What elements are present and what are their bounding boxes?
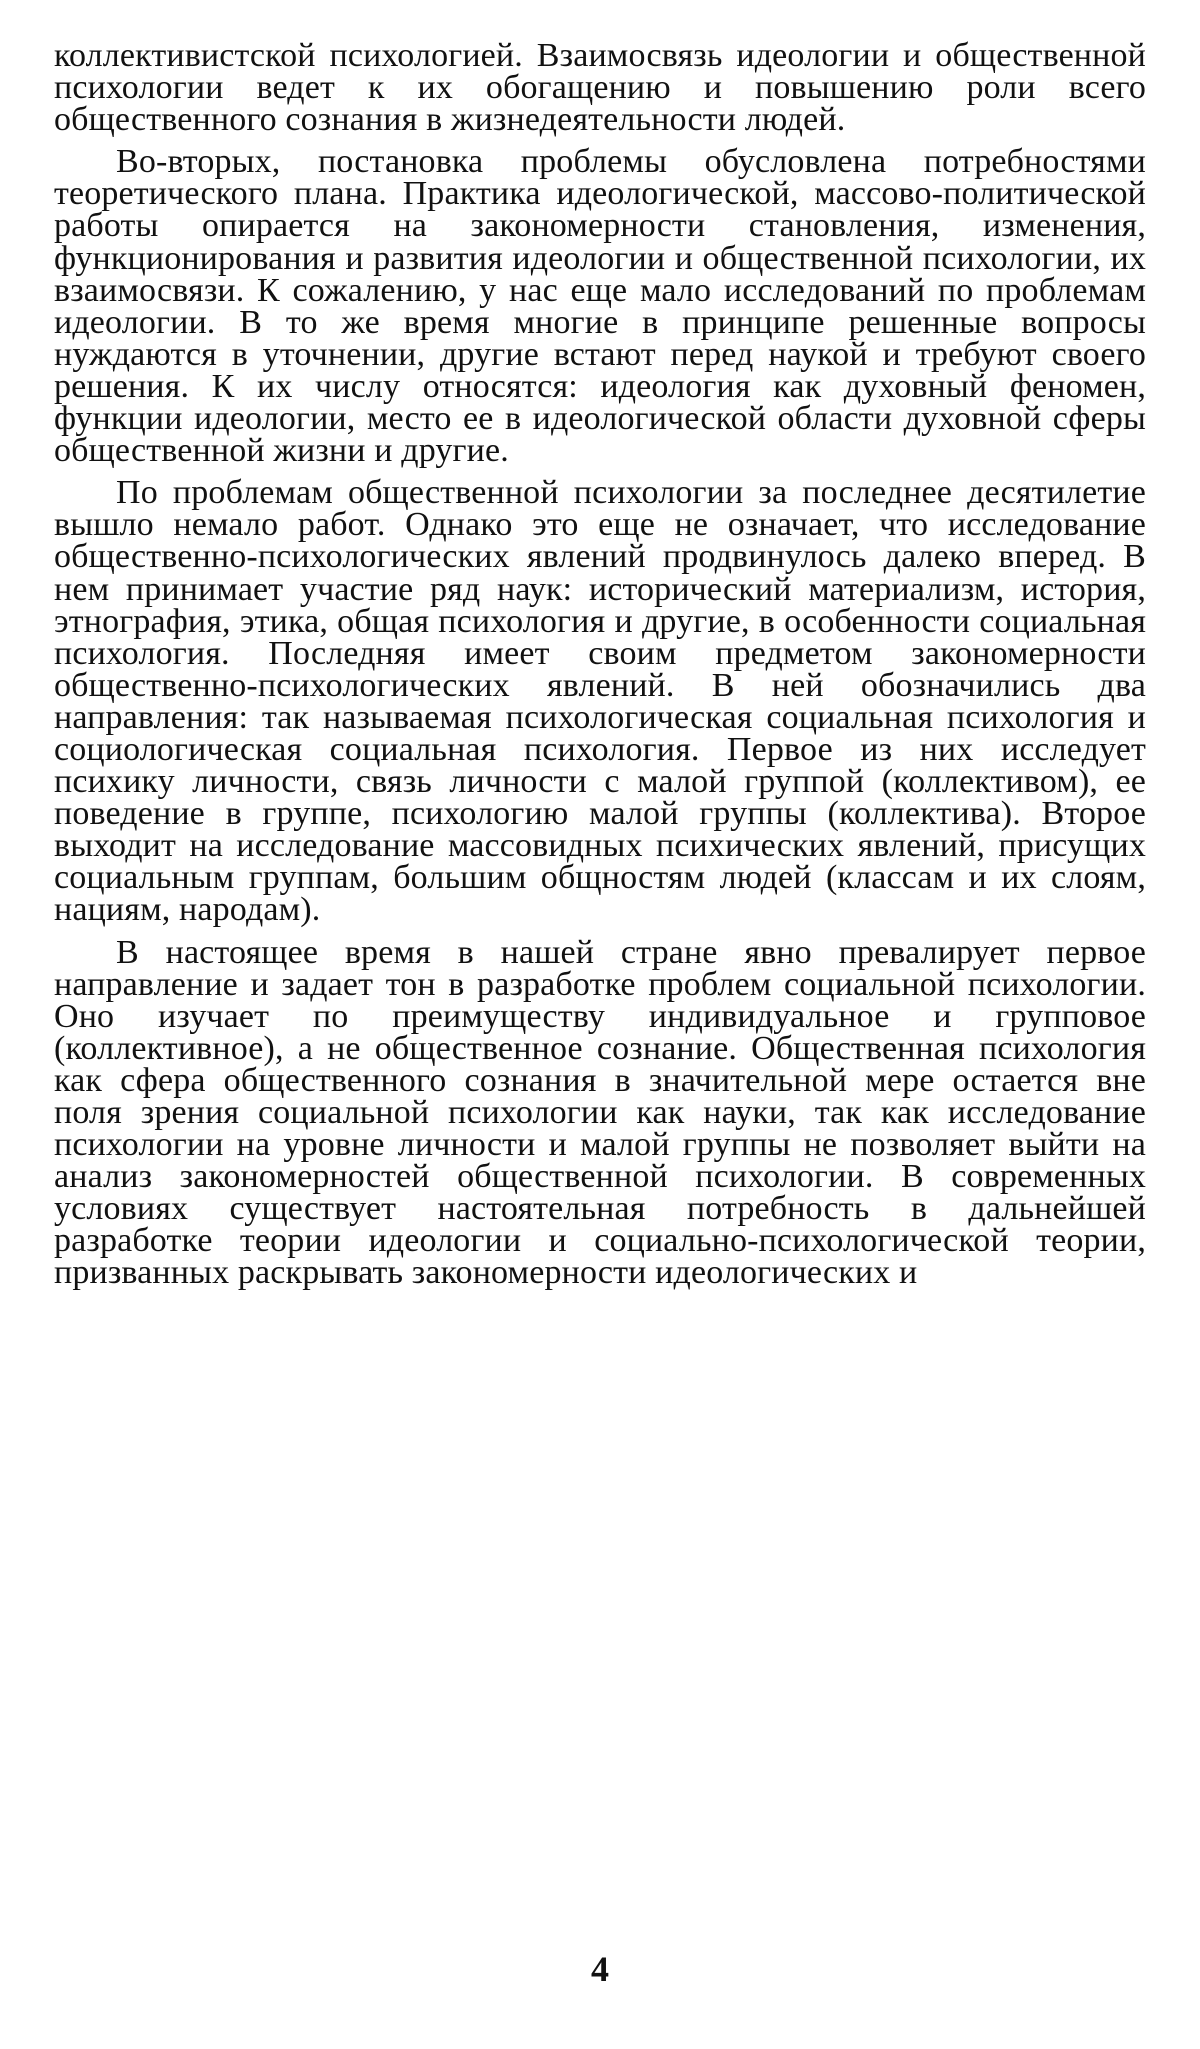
body-text [54,37,1146,1292]
paragraph-theoretical-needs: Во-вторых, постановка проблемы обусловлена потребностями теоретического плана. Практика идеологической, массово-политической работы опирается на закономерности становления, изменения, функционирования и развития идеологии и общественной психологии, их взаимосвязи. К сожалению, у нас еще мало исследований по проблемам идеологии. В то же время многие в принципе решенные вопросы нуждаются в уточнении, другие встают перед наукой и требуют своего решения. К их числу относятся: идеология как духовный феномен, функции идеологии, место ее в идеологической области духовной сферы общественной жизни и другие. [54,143,1146,470]
paragraph-social-psychology-research: По проблемам общественной психологии за последнее десятилетие вышло немало работ. Однако это еще не означает, что исследование общественно-психологических явлений продвинулось далеко вперед. В нем принимает участие ряд наук: исторический материализм, история, этнография, этика, общая психология и другие, в особенности социальная психология. Последняя имеет своим предметом закономерности общественно-психологических явлений. В ней обозначились два направления: так называемая психологическая социальная психология и социологическая социальная психология. Первое из них исследует психику личности, связь личности с малой группой (коллективом), ее поведение в группе, психологию малой группы (коллектива). Второе выходит на исследование массовидных психических явлений, присущих социальным группам, большим общностям людей (классам и их слоям, нациям, народам). [54,474,1146,929]
paragraph-current-state: В настоящее время в нашей стране явно превалирует первое направление и задает тон в разработке проблем социальной психологии. Оно изучает по преимуществу индивидуальное и групповое (коллективное), а не общественное сознание. Общественная психология как сфера общественного сознания в значительной мере остается вне поля зрения социальной психологии как науки, так как исследование психологии на уровне личности и малой группы не позволяет выйти на анализ закономерностей общественной психологии. В современных условиях существует настоятельная потребность в дальнейшей разработке теории идеологии и социально-психологической теории, призванных раскрывать закономерности идеологических и [54,933,1146,1292]
paragraph-continuation: коллективистской психологией. Взаимосвязь идеологии и общественной психологии ведет к их обогащению и повышению роли всего общественного сознания в жизнедеятельности людей. [54,37,1146,139]
page-number: 4 [591,1949,609,1989]
